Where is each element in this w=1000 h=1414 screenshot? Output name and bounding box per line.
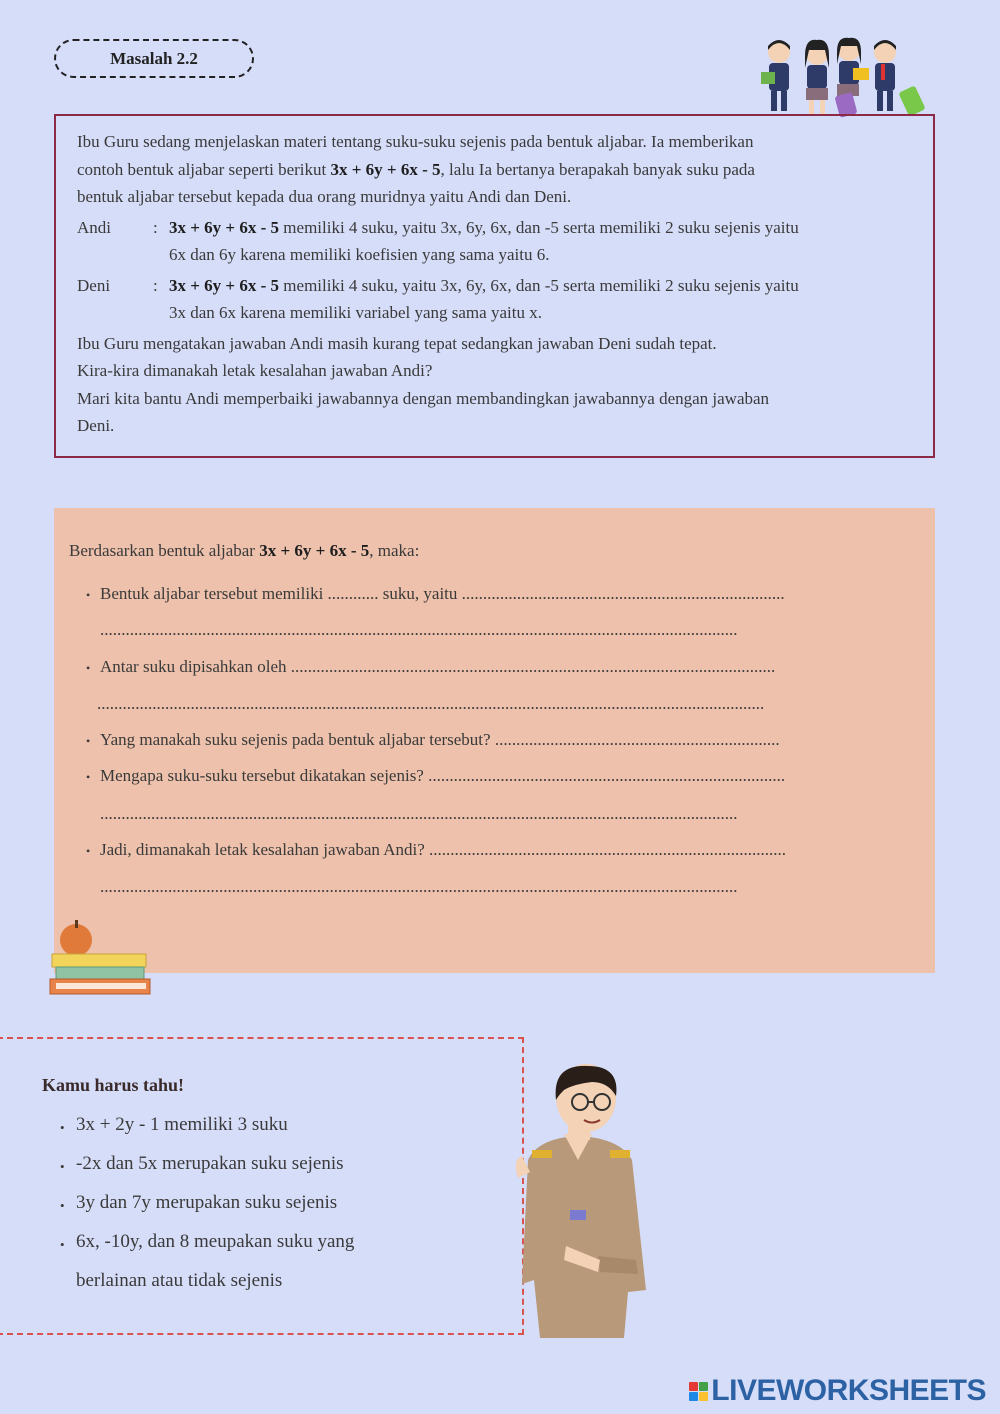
info-title: Kamu harus tahu! xyxy=(42,1075,185,1095)
andi-expression: 3x + 6y + 6x - 5 xyxy=(169,217,280,237)
question-3: Yang manakah suku sejenis pada bentuk aljabar tersebut? ................................................................... xyxy=(100,730,780,749)
andi-answer: Andi : 3x + 6y + 6x - 5 memiliki 4 suku, yaitu 3x, 6y, 6x, dan -5 serta memiliki 2 suku sejenis yaitu 6x dan 6y karena memiliki koefisien yang sama yaitu 6. xyxy=(77,214,913,269)
problem-closing-4: Deni. xyxy=(77,416,115,435)
student-3 xyxy=(834,38,869,118)
andi-name: Andi xyxy=(77,217,111,237)
student-4 xyxy=(874,40,926,117)
title-text: Masalah 2.2 xyxy=(110,48,198,68)
books-apple-illustration xyxy=(46,918,156,998)
info-item-4-continued: berlainan atau tidak sejenis xyxy=(76,1270,283,1291)
question-2: Antar suku dipisahkan oleh .................................................................................................................. xyxy=(100,657,776,676)
liveworksheets-logo-text: LIVEWORKSHEETS xyxy=(711,1374,986,1407)
apple-icon xyxy=(60,924,92,956)
liveworksheets-logo xyxy=(689,1374,986,1408)
question-5: Jadi, dimanakah letak kesalahan jawaban Andi? .................................................................................... xyxy=(100,840,787,859)
worksheet-lead: Berdasarkan bentuk aljabar 3x + 6y + 6x - 5, maka: xyxy=(69,541,420,560)
info-item-2: -2x dan 5x merupakan suku sejenis xyxy=(76,1153,344,1174)
problem-closing-2: Kira-kira dimanakah letak kesalahan jawaban Andi? xyxy=(77,361,433,380)
answer-line-2[interactable]: ............................................................................................................................................................. xyxy=(97,694,765,713)
students-illustration xyxy=(757,36,937,122)
deni-name: Deni xyxy=(77,275,111,295)
problem-intro-line-2: contoh bentuk aljabar seperti berikut 3x + 6y + 6x - 5, lalu Ia bertanya berapakah banyak suku pada xyxy=(77,159,755,179)
info-item-3: 3y dan 7y merupakan suku sejenis xyxy=(76,1192,338,1213)
question-1: Bentuk aljabar tersebut memiliki ............ suku, yaitu ............................................................................ xyxy=(100,584,785,603)
student-1 xyxy=(761,40,790,111)
teacher-illustration xyxy=(508,1060,658,1340)
worksheet-expression: 3x + 6y + 6x - 5 xyxy=(259,541,370,560)
student-2 xyxy=(805,40,829,114)
question-4: Mengapa suku-suku tersebut dikatakan sejenis? .................................................................................... xyxy=(100,766,786,785)
liveworksheets-logo-icon xyxy=(689,1382,708,1401)
problem-box xyxy=(54,114,935,458)
problem-closing-3: Mari kita bantu Andi memperbaiki jawabannya dengan membandingkan jawabannya dengan jawaban xyxy=(77,388,770,408)
problem-closing-1: Ibu Guru mengatakan jawaban Andi masih kurang tepat sedangkan jawaban Deni sudah tepat. xyxy=(77,333,717,353)
title-badge xyxy=(54,39,254,78)
info-item-1: 3x + 2y - 1 memiliki 3 suku xyxy=(76,1114,288,1135)
deni-expression: 3x + 6y + 6x - 5 xyxy=(169,275,280,295)
problem-intro-line-1: Ibu Guru sedang menjelaskan materi tentang suku-suku sejenis pada bentuk aljabar. Ia memberikan xyxy=(77,132,754,151)
answer-line-4[interactable]: ...................................................................................................................................................... xyxy=(100,804,738,823)
problem-intro-line-3: bentuk aljabar tersebut kepada dua orang muridnya yaitu Andi dan Deni. xyxy=(77,187,572,206)
info-item-4: 6x, -10y, dan 8 meupakan suku yang xyxy=(76,1231,355,1252)
worksheet-box: Berdasarkan bentuk aljabar 3x + 6y + 6x - 5, maka: • Bentuk aljabar tersebut memiliki ............ suku, yaitu ............................................................................ ...................................................................................................................................................... • Antar suku dipisahkan oleh .................................................................................................................. ............................................................................................................................................................. • Yang manakah suku sejenis pada bentuk aljabar tersebut? ................................................................... • Mengapa suku-suku tersebut dikatakan sejenis? .................................................................................... ...................................................................................................................................................... • Jadi, dimanakah letak kesalahan jawaban Andi? .................................................................................... ...................................................................................................................................................... xyxy=(54,508,935,973)
deni-answer: Deni : 3x + 6y + 6x - 5 memiliki 4 suku, yaitu 3x, 6y, 6x, dan -5 serta memiliki 2 suku sejenis yaitu 3x dan 6x karena memiliki variabel yang sama yaitu x. xyxy=(77,272,913,327)
problem-expression: 3x + 6y + 6x - 5 xyxy=(330,159,441,179)
answer-line-5[interactable]: ...................................................................................................................................................... xyxy=(100,877,738,896)
answer-line-1[interactable]: ...................................................................................................................................................... xyxy=(100,620,738,639)
